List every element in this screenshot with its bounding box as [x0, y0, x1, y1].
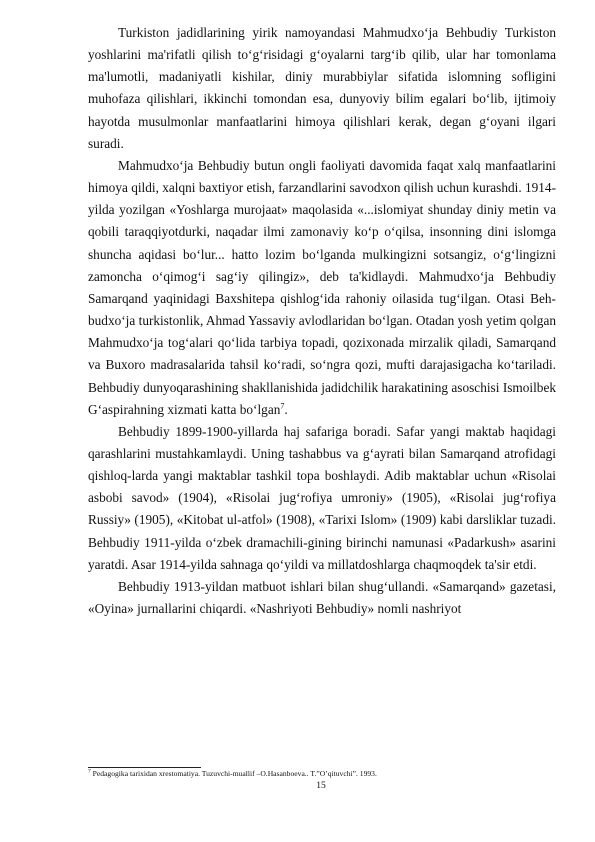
page-number: 15: [316, 781, 326, 791]
paragraph-behbudiy-ideas: [88, 22, 556, 155]
paragraph-text: Turkiston jadidlarining yirik namoyandasi Mahmudxo‘ja Behbudiy Turkiston yoshlarini ma'rifatli qilish to‘g‘risidagi g‘oyalarni targ‘ib qilib, ular har tomonlama ma'lumotli, madaniyatli kishilar, diniy murabbiylar sifatida islomning sofligini muhofaza qilishlari, ikkinchi tomondan esa, dunyoviy bilim egalari bo‘lib, ijtimoiy hayotda musulmonlar manfaatlarini himoya qilishlari kerak, degan g‘oyani ilgari suradi.: [88, 25, 556, 151]
paragraph-text: Behbudiy 1913-yildan matbuot ishlari bilan shug‘ullandi. «Samarqand» gazetasi, «Oyina» jurnallarini chiqardi. «Nashriyoti Behbudiy» nomli nashriyot: [88, 578, 556, 617]
paragraph-hajj-and-schools: [88, 421, 556, 576]
footnote: [88, 769, 558, 779]
paragraph-tail: .: [284, 401, 288, 417]
body-text: [88, 22, 556, 620]
paragraph-behbudiy-biography: [88, 155, 556, 421]
footnote-divider: [88, 767, 201, 768]
footnote-number: 7: [88, 768, 91, 775]
paragraph-text: Mahmudxo‘ja Behbudiy butun ongli faoliyati davomida faqat xalq manfaatlarini himoya qildi, xalqni baxtiyor etish, farzandlarini savodxon qilish uchun kurashdi. 1914-yilda yozilgan «Yoshlarga murojaat» maqolasida «...islomiyat shunday diniy metin va qobili taraqqiyotdurki, naqadar ilmi zamonaviy ko‘p o‘qilsa, insonning dini islomga shuncha aqidasi bo‘lur... hatto lozim bo‘lganda mulkingizni sotsangiz, o‘g‘lingizni zamoncha o‘qimog‘i sag‘iy qilingiz», deb ta'kidlaydi. Mahmudxo‘ja Behbudiy Samarqand yaqinidagi Baxshitepa qishlog‘ida rahoniy oilasida tug‘ilgan. Otasi Beh-budxo‘ja turkistonlik, Ahmad Yassaviy avlodlaridan bo‘lgan. Otadan yosh yetim qolgan Mahmudxo‘ja tog‘alari qo‘lida tarbiya topadi, qozixonada mirzalik qiladi, Samarqand va Buxoro madrasalarida tahsil ko‘radi, so‘ngra qozi, mufti darajasigacha ko‘tariladi. Behbudiy dunyoqarashining shakllanishida jadidchilik harakatining asoschisi Ismoilbek G‘aspirahning xizmati katta bo‘lgan: [88, 157, 556, 417]
footnote-text: Pedagogika tarixidan xrestomatiya. Tuzuvchi-muallif –O.Hasanboeva.. T.”O’qituvchi”. 1993.: [92, 769, 377, 778]
footnote-reference[interactable]: 7: [280, 401, 285, 411]
paragraph-press-activity: [88, 576, 556, 620]
paragraph-text: Behbudiy 1899-1900-yillarda haj safariga boradi. Safar yangi maktab haqidagi qarashlarini mustahkamlaydi. Uning tashabbus va g‘ayrati bilan Samarqand atrofidagi qishloq-larda yangi maktablar tashkil topa boshlaydi. Adib maktablar uchun «Risolai asbobi savod» (1904), «Risolai jug‘rofiya umroniy» (1905), «Risolai jug‘rofiya Russiy» (1905), «Kitobat ul-atfol» (1908), «Tarixi Islom» (1909) kabi darsliklar tuzadi. Behbudiy 1911-yilda o‘zbek dramachili-gining birinchi namunasi «Padarkush» asarini yaratdi. Asar 1914-yilda sahnaga qo‘yildi va millatdoshlarga chaqmoqdek ta'sir etdi.: [88, 423, 556, 572]
